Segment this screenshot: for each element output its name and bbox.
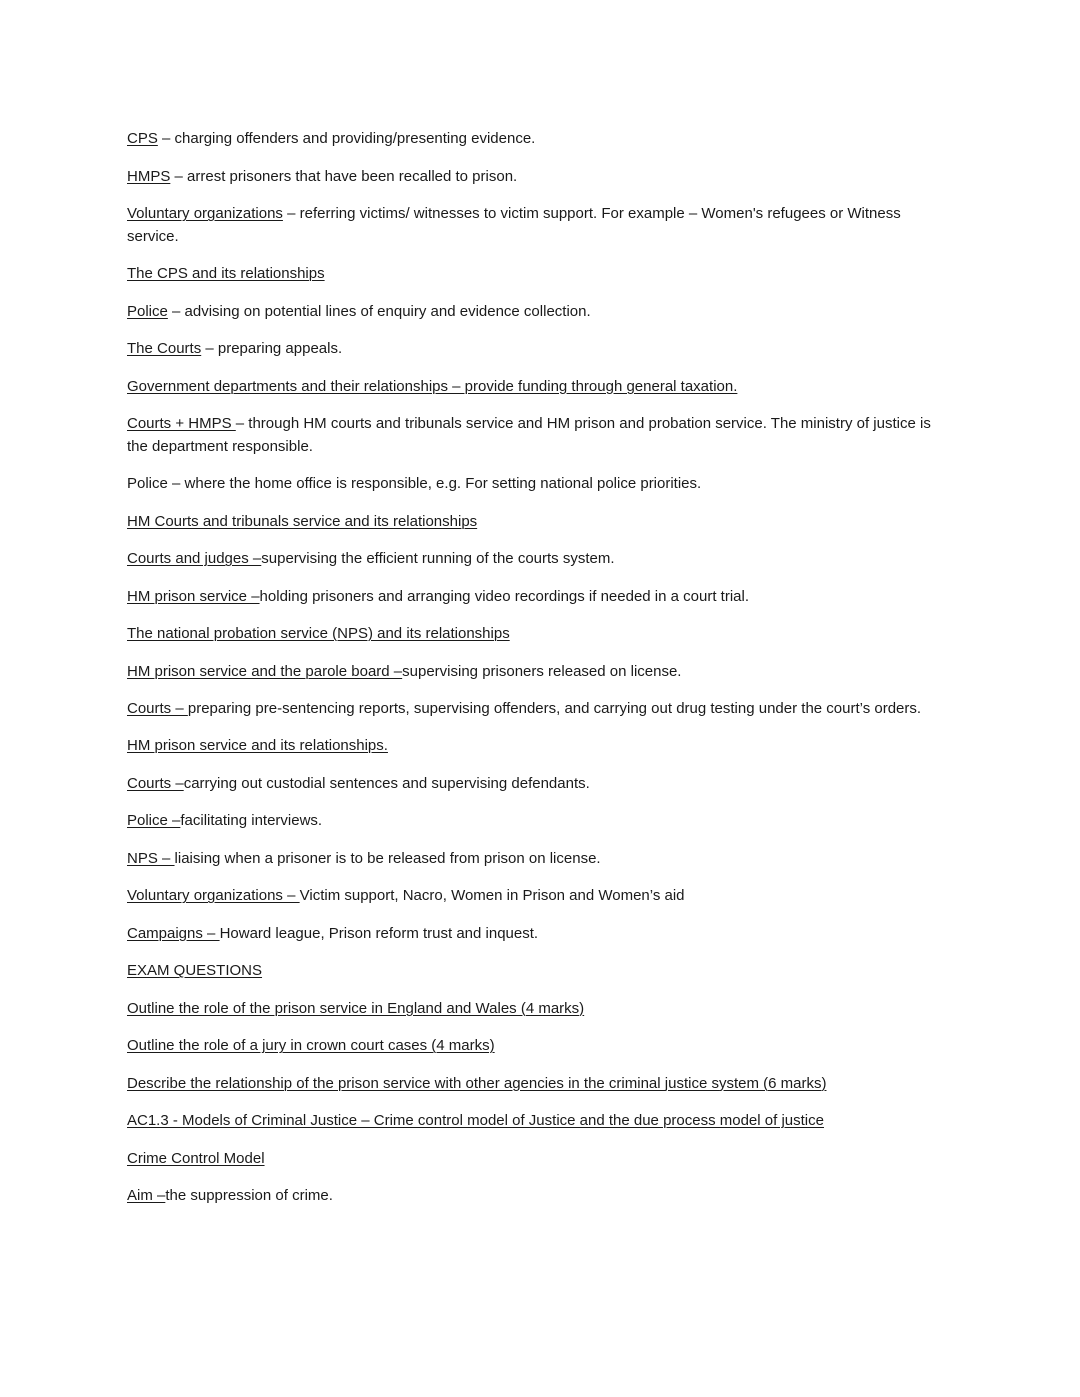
underlined-term: NPS – bbox=[127, 849, 175, 867]
underlined-term: Courts and judges – bbox=[127, 550, 262, 567]
underlined-term: Campaigns – bbox=[127, 924, 220, 942]
line-police bbox=[127, 300, 947, 323]
underlined-term: HM prison service and the parole board – bbox=[127, 662, 403, 680]
line-text: supervising prisoners released on license. bbox=[402, 662, 682, 680]
underlined-term: The national probation service (NPS) and its relationships bbox=[127, 625, 510, 642]
underlined-term: Government departments and their relationships – provide funding through general taxation. bbox=[127, 377, 738, 395]
underlined-term: Courts + HMPS bbox=[127, 415, 236, 432]
line-text: – advising on potential lines of enquiry and evidence collection. bbox=[167, 302, 591, 320]
underlined-term: The Courts bbox=[127, 340, 202, 357]
line-text: preparing pre-sentencing reports, supervising offenders, and carrying out drug testing under the court’s orders. bbox=[187, 700, 922, 717]
line-hmps bbox=[127, 165, 947, 188]
underlined-term: Police – bbox=[127, 812, 181, 829]
heading-government-departments bbox=[127, 375, 947, 398]
line-courts-hmps bbox=[127, 412, 947, 458]
underlined-term: Courts – bbox=[127, 700, 188, 717]
underlined-term: Crime Control Model bbox=[127, 1149, 265, 1167]
line-the-courts bbox=[127, 337, 947, 360]
line-text: – through HM courts and tribunals service and HM prison and probation service. The ministry of justice is the department responsible. bbox=[127, 415, 931, 455]
line-text: Police – where the home office is responsible, e.g. For setting national police priorities. bbox=[127, 475, 702, 492]
heading-exam-questions bbox=[127, 959, 947, 982]
underlined-term: EXAM QUESTIONS bbox=[127, 962, 263, 979]
underlined-term: Courts – bbox=[127, 774, 184, 792]
underlined-term: HM prison service and its relationships. bbox=[127, 737, 388, 754]
underlined-term: HMPS bbox=[127, 167, 171, 185]
line-text: Howard league, Prison reform trust and inquest. bbox=[219, 924, 539, 942]
line-text: carrying out custodial sentences and supervising defendants. bbox=[183, 774, 590, 792]
line-voluntary-organizations-prison bbox=[127, 884, 947, 907]
line-text: supervising the efficient running of the courts system. bbox=[261, 550, 615, 567]
line-text: – charging offenders and providing/presenting evidence. bbox=[157, 130, 536, 147]
underlined-term: Outline the role of a jury in crown court cases (4 marks) bbox=[127, 1037, 495, 1054]
heading-ac13-models bbox=[127, 1109, 947, 1132]
line-police-home-office bbox=[127, 472, 947, 495]
underlined-term: Voluntary organizations bbox=[127, 205, 283, 222]
underlined-term: Outline the role of the prison service in England and Wales (4 marks) bbox=[127, 999, 585, 1017]
line-prison-parole-board bbox=[127, 660, 947, 683]
underlined-term: Police bbox=[127, 302, 168, 320]
line-courts-nps bbox=[127, 697, 947, 720]
underlined-term: Aim – bbox=[127, 1187, 166, 1204]
line-hm-prison-service bbox=[127, 585, 947, 608]
exam-question-1 bbox=[127, 997, 947, 1020]
heading-hm-prison-service-relationships bbox=[127, 734, 947, 757]
line-text: facilitating interviews. bbox=[180, 812, 323, 829]
line-text: – arrest prisoners that have been recalled to prison. bbox=[170, 167, 518, 185]
underlined-term: Describe the relationship of the prison service with other agencies in the criminal justice system (6 marks) bbox=[127, 1074, 827, 1092]
exam-question-2 bbox=[127, 1034, 947, 1057]
underlined-term: AC1.3 - Models of Criminal Justice – Crime control model of Justice and the due process model of justice bbox=[127, 1112, 824, 1129]
line-text: holding prisoners and arranging video recordings if needed in a court trial. bbox=[259, 587, 750, 605]
line-text: liaising when a prisoner is to be released from prison on license. bbox=[174, 849, 601, 867]
line-campaigns bbox=[127, 922, 947, 945]
heading-crime-control-model bbox=[127, 1147, 947, 1170]
line-aim bbox=[127, 1184, 947, 1207]
underlined-term: The CPS and its relationships bbox=[127, 265, 325, 282]
underlined-term: HM prison service – bbox=[127, 587, 260, 605]
heading-nps-relationships bbox=[127, 622, 947, 645]
underlined-term: Voluntary organizations – bbox=[127, 887, 300, 904]
line-text: Victim support, Nacro, Women in Prison and Women’s aid bbox=[299, 887, 685, 904]
heading-hm-courts-tribunals bbox=[127, 510, 947, 533]
line-text: the suppression of crime. bbox=[165, 1187, 333, 1204]
line-courts-custodial bbox=[127, 772, 947, 795]
line-text: – referring victims/ witnesses to victim support. For example – Women's refugees or Witness service. bbox=[127, 205, 901, 245]
heading-cps-relationships bbox=[127, 262, 947, 285]
line-text: – preparing appeals. bbox=[201, 340, 343, 357]
underlined-term: CPS bbox=[127, 130, 158, 147]
line-courts-judges bbox=[127, 547, 947, 570]
line-nps-liaising bbox=[127, 847, 947, 870]
line-cps bbox=[127, 127, 947, 150]
document-page bbox=[127, 127, 947, 1222]
underlined-term: HM Courts and tribunals service and its relationships bbox=[127, 512, 478, 530]
exam-question-3 bbox=[127, 1072, 947, 1095]
line-voluntary-organizations bbox=[127, 202, 947, 248]
line-police-interviews bbox=[127, 809, 947, 832]
